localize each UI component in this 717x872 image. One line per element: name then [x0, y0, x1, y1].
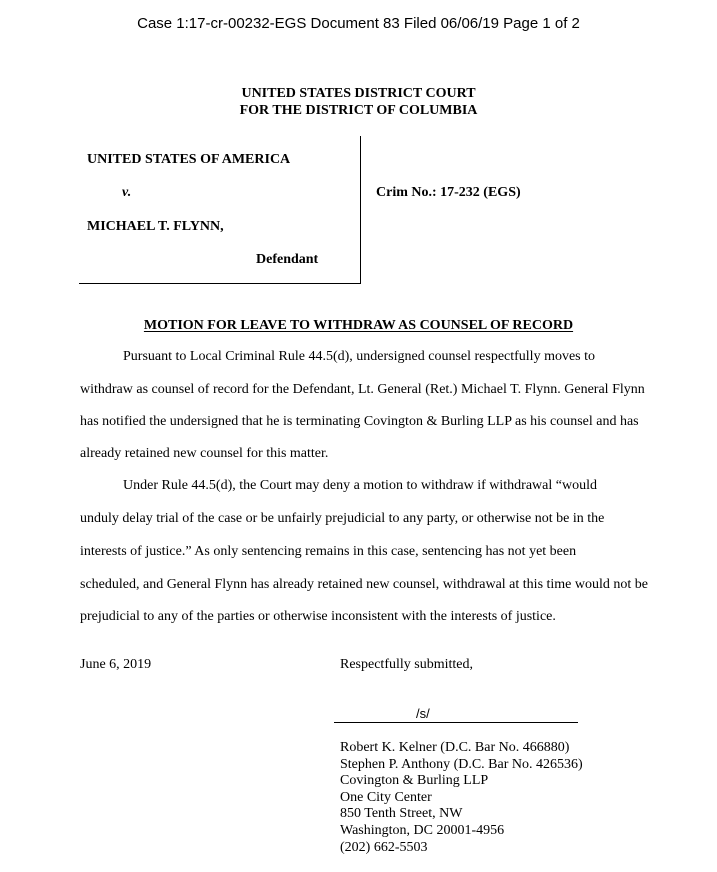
signature-line-text: 850 Tenth Street, NW	[340, 806, 463, 822]
filing-date: June 6, 2019	[80, 657, 152, 672]
caption-versus: v.	[122, 185, 132, 200]
signature-line-text: Robert K. Kelner (D.C. Bar No. 466880)	[340, 740, 570, 755]
signature-block	[340, 740, 583, 856]
caption-defendant-name: MICHAEL T. FLYNN,	[87, 219, 224, 234]
body-line: scheduled, and General Flynn has already retained new counsel, withdrawal at this time would not be	[80, 577, 648, 592]
caption-vertical-rule	[360, 136, 361, 284]
body-line: Under Rule 44.5(d), the Court may deny a motion to withdraw if withdrawal “would	[123, 478, 597, 493]
signature-line-text: (202) 662-5503	[340, 839, 428, 855]
signature: /s/	[416, 706, 430, 721]
caption-defendant-label: Defendant	[256, 252, 319, 267]
body-line: already retained new counsel for this matter.	[80, 446, 329, 461]
signature-line-text: Stephen P. Anthony (D.C. Bar No. 426536)	[340, 756, 583, 772]
signature-line	[334, 722, 578, 723]
case-number: Crim No.: 17-232 (EGS)	[376, 185, 521, 200]
court-name-line2: FOR THE DISTRICT OF COLUMBIA	[239, 103, 478, 118]
body-line: interests of justice.” As only sentencing remains in this case, sentencing has not yet been	[80, 544, 577, 559]
court-name-line1: UNITED STATES DISTRICT COURT	[241, 86, 476, 101]
caption-plaintiff: UNITED STATES OF AMERICA	[87, 152, 291, 167]
signature-line-text: Covington & Burling LLP	[340, 773, 489, 789]
closing: Respectfully submitted,	[340, 657, 473, 672]
motion-title: MOTION FOR LEAVE TO WITHDRAW AS COUNSEL OF RECORD	[143, 318, 574, 333]
body-line: has notified the undersigned that he is terminating Covington & Burling LLP as his counsel and has	[80, 414, 639, 429]
caption-horizontal-rule	[79, 283, 361, 284]
body-line: unduly delay trial of the case or be unfairly prejudicial to any party, or otherwise not be in the	[80, 511, 605, 526]
body-line: prejudicial to any of the parties or otherwise inconsistent with the interests of justice.	[80, 609, 556, 624]
signature-line-text: One City Center	[340, 789, 432, 805]
ecf-header: Case 1:17-cr-00232-EGS Document 83 Filed 06/06/19 Page 1 of 2	[137, 15, 580, 32]
body-line: withdraw as counsel of record for the Defendant, Lt. General (Ret.) Michael T. Flynn. General Flynn	[80, 382, 645, 397]
body-line: Pursuant to Local Criminal Rule 44.5(d), undersigned counsel respectfully moves to	[123, 349, 596, 364]
signature-line-text: Washington, DC 20001-4956	[340, 822, 505, 838]
